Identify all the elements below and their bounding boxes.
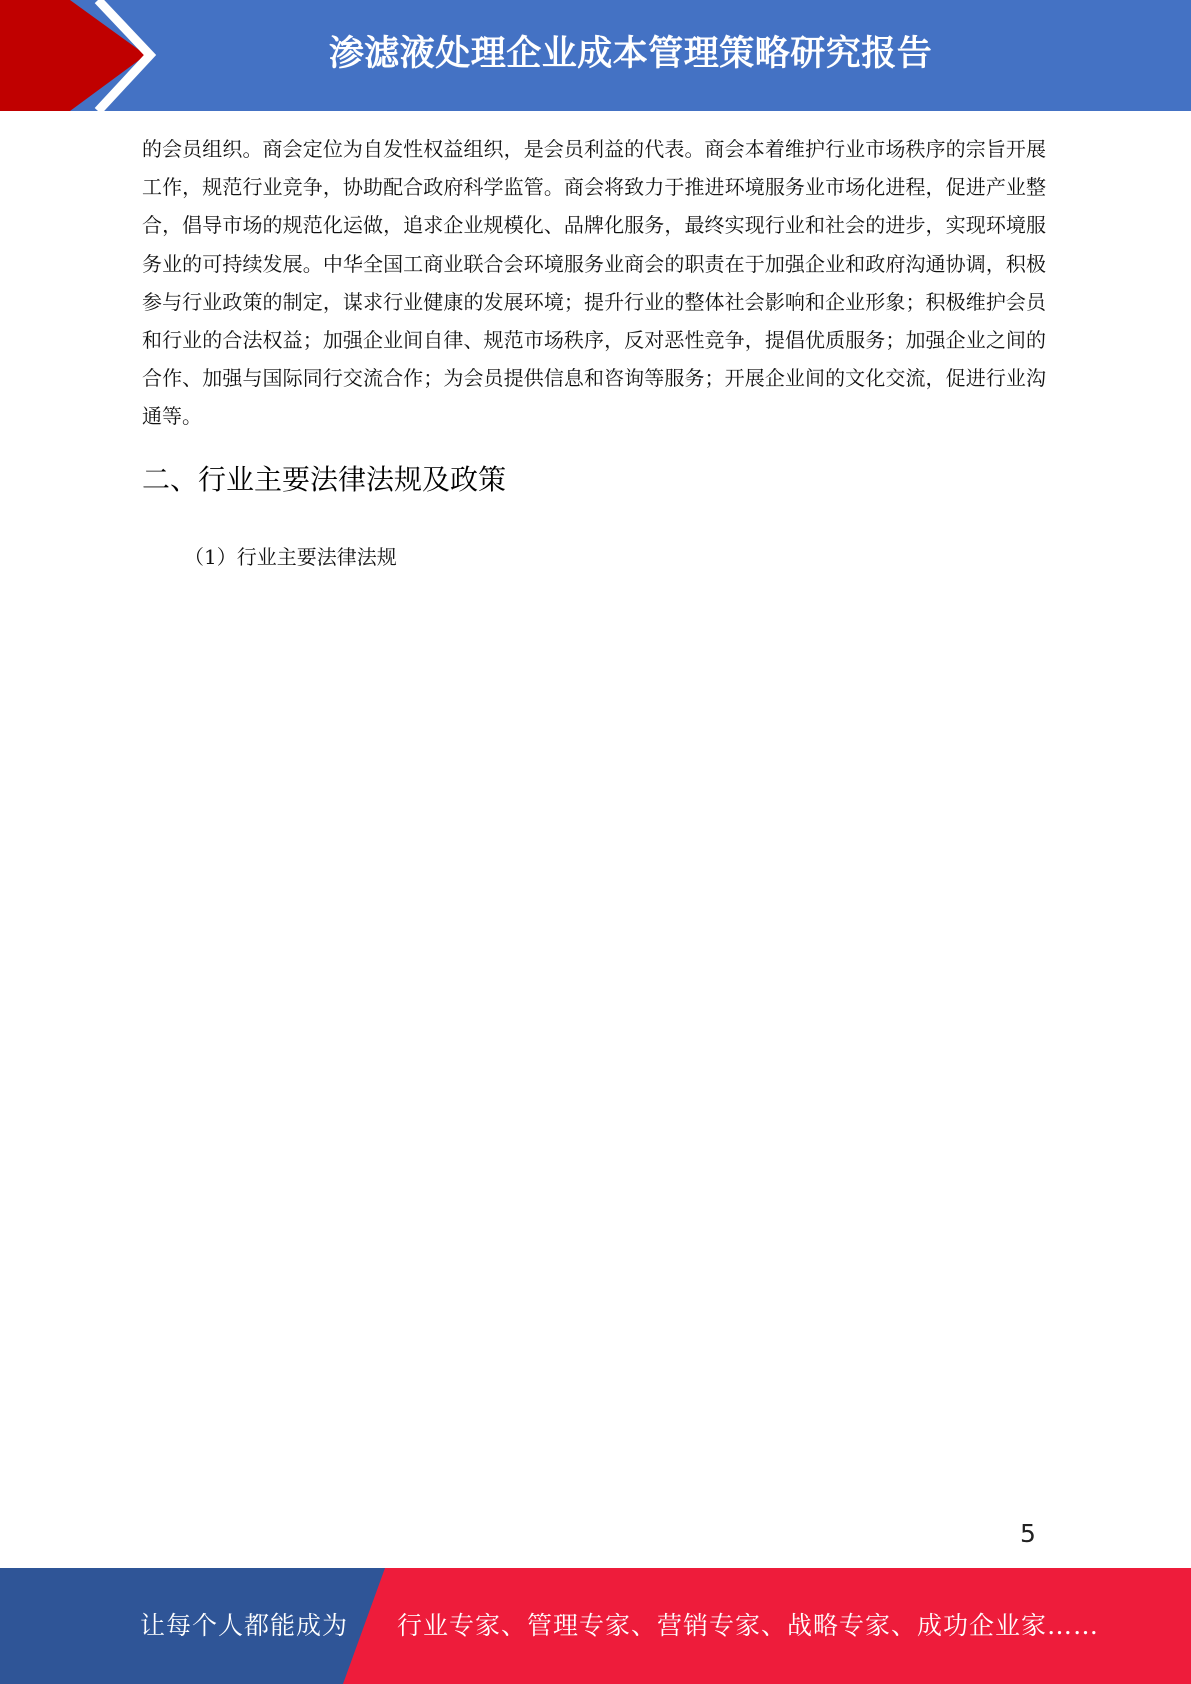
header-arrow-decoration bbox=[0, 0, 160, 111]
page-content bbox=[142, 130, 1046, 574]
report-title: 渗滤液处理企业成本管理策略研究报告 bbox=[328, 34, 933, 74]
section-heading: 二、行业主要法律法规及政策 bbox=[142, 462, 507, 496]
footer-slogan-left: 让每个人都能成为 bbox=[140, 1611, 349, 1640]
page-number: 5 bbox=[1020, 1519, 1036, 1548]
body-paragraph: 的会员组织。商会定位为自发性权益组织，是会员利益的代表。商会本着维护行业市场秩序的宗旨开展工作，规范行业竞争，协助配合政府科学监管。商会将致力于推进环境服务业市场化进程，促进产业整合，倡导市场的规范化运做，追求企业规模化、品牌化服务，最终实现行业和社会的进步，实现环境服务业的可持续发展。中华全国工商业联合会环境服务业商会的职责在于加强企业和政府沟通协调，积极参与行业政策的制定，谋求行业健康的发展环境；提升行业的整体社会影响和企业形象；积极维护会员和行业的合法权益；加强企业间自律、规范市场秩序，反对恶性竞争，提倡优质服务；加强企业之间的合作、加强与国际同行交流合作；为会员提供信息和咨询等服务；开展企业间的文化交流，促进行业沟通等。 bbox=[142, 137, 1046, 429]
header-banner bbox=[0, 0, 1191, 111]
footer-slogan-right: 行业专家、管理专家、营销专家、战略专家、成功企业家…… bbox=[397, 1611, 1100, 1640]
sub-heading: （1）行业主要法律法规 bbox=[184, 544, 397, 569]
footer-banner bbox=[0, 1568, 1191, 1684]
